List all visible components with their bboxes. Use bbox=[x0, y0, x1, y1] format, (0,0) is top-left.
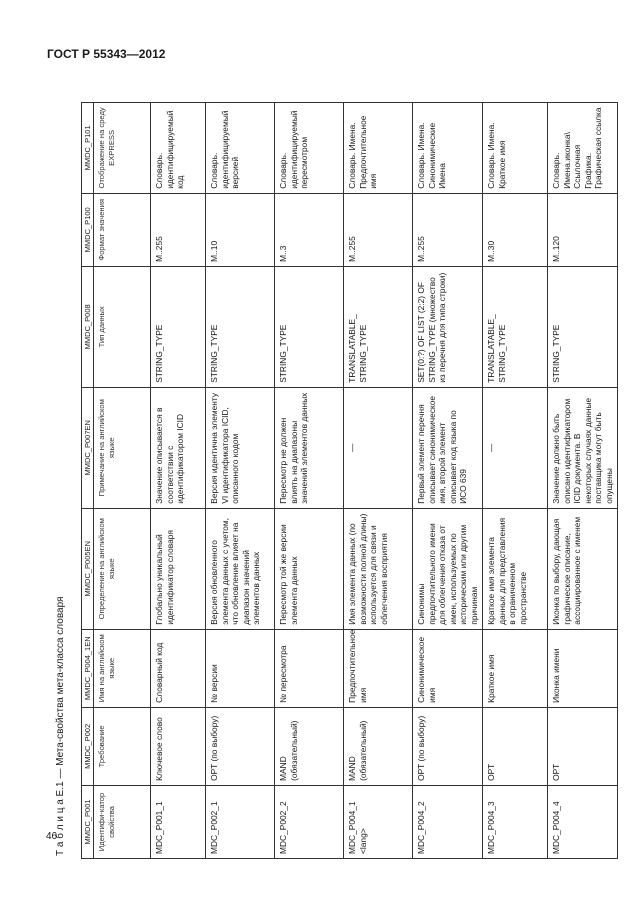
table-cell: Словарь. Имена.иконка\ Ссылочная Графика. Графическая ссылка bbox=[548, 103, 618, 194]
table-cell: OPT (по выбору) bbox=[413, 707, 483, 785]
table-cell: Синонимическое имя bbox=[413, 629, 483, 707]
column-header: Имя на английском языке bbox=[94, 629, 151, 707]
table-cell: Значение должно быть описано идентификатором ICID документа. В некоторых случаях данные поставщика могут быть опущены bbox=[548, 387, 618, 508]
table-row bbox=[413, 103, 483, 859]
table-cell: MDC_P004_1 <lang> bbox=[344, 785, 413, 858]
table-cell: OPT bbox=[483, 707, 548, 785]
table-cell: Синонимы предпочтительного имени для облегчения отказа от имен, используемых по историческим или другим причинам bbox=[413, 508, 483, 629]
table-cell: M..10 bbox=[206, 193, 275, 266]
column-header: Требование bbox=[94, 707, 151, 785]
table-cell: Пересмотр не должен влиять на диапазоны значений элементов данных bbox=[275, 387, 344, 508]
table-cell: — bbox=[344, 387, 413, 508]
code-cell: MMDC_P101 bbox=[82, 103, 94, 194]
table-cell: Словарь. идентифицируемый код bbox=[151, 103, 206, 194]
table-cell: Ключевое слово bbox=[151, 707, 206, 785]
table-cell: Иконка по выбору, дающая графическое описание, ассоциированное с именем bbox=[548, 508, 618, 629]
table-cell: Предпочтительное имя bbox=[344, 629, 413, 707]
table-cell: Первый элемент перечня описывает синонимическое имя, второй элемент описывает код языка по ИСО 639 bbox=[413, 387, 483, 508]
table-cell: MDC_P004_4 bbox=[548, 785, 618, 858]
table-cell: MDC_P004_3 bbox=[483, 785, 548, 858]
header-row bbox=[94, 103, 151, 859]
table-cell: Версия идентична элементу VI идентификатора ICID, описанного кодом bbox=[206, 387, 275, 508]
table-cell: M..120 bbox=[548, 193, 618, 266]
table-cell: M..255 bbox=[344, 193, 413, 266]
code-cell: MMDC_P005EN bbox=[82, 508, 94, 629]
table-cell: MDC_P002_2 bbox=[275, 785, 344, 858]
column-header: Примечание на английском языке bbox=[94, 387, 151, 508]
table-cell: — bbox=[483, 387, 548, 508]
table-cell: Иконка имени bbox=[548, 629, 618, 707]
column-header: Тип данных bbox=[94, 266, 151, 387]
code-cell: MMDC_P001 bbox=[82, 785, 94, 858]
table-cell: Краткое имя элемента данных для представления в ограниченном пространстве bbox=[483, 508, 548, 629]
table-cell: № версии bbox=[206, 629, 275, 707]
column-header: Формат значения bbox=[94, 193, 151, 266]
table-cell: STRING_TYPE bbox=[548, 266, 618, 387]
table-cell: OPT (по выбору) bbox=[206, 707, 275, 785]
meta-properties-table bbox=[81, 102, 618, 859]
table-cell: Словарь. Имена. Синонимические Имена bbox=[413, 103, 483, 194]
table-cell: Словарь. Имена. Краткое имя bbox=[483, 103, 548, 194]
table-row bbox=[548, 103, 618, 859]
table-cell: Словарь. идентифицируемый пересмотром bbox=[275, 103, 344, 194]
table-cell: STRING_TYPE bbox=[206, 266, 275, 387]
table-caption: Т а б л и ц а Е.1 — Мета-свойства мета-класса словаря bbox=[55, 596, 66, 856]
table-cell: MDC_P002_1 bbox=[206, 785, 275, 858]
document-header: ГОСТ Р 55343—2012 bbox=[47, 47, 166, 61]
table-row bbox=[206, 103, 275, 859]
table-cell: Версия обновленного элемента данных с учетом, что обновление влияет на диапазон значений элементов данных bbox=[206, 508, 275, 629]
table-cell: MAND (обязательный) bbox=[344, 707, 413, 785]
table-row bbox=[344, 103, 413, 859]
table-cell: Словарь. идентифицируемый версией bbox=[206, 103, 275, 194]
table-cell: Словарь. Имена. Предпочтительное имя bbox=[344, 103, 413, 194]
table-cell: № пересмотра bbox=[275, 629, 344, 707]
table-row bbox=[151, 103, 206, 859]
table-row bbox=[275, 103, 344, 859]
column-header: Идентифи-катор свойства bbox=[94, 785, 151, 858]
table-cell: STRING_TYPE bbox=[151, 266, 206, 387]
table-cell: Имя элемента данных (по возможности полной длины) используется для связи и облегчения восприятия bbox=[344, 508, 413, 629]
table-cell: MAND (обязательный) bbox=[275, 707, 344, 785]
code-cell: MMDC_P007EN bbox=[82, 387, 94, 508]
table-cell: M..255 bbox=[151, 193, 206, 266]
column-header: Определение на английском языке bbox=[94, 508, 151, 629]
table-cell: Пересмотр той же версии элемента данных bbox=[275, 508, 344, 629]
table-cell: M..255 bbox=[413, 193, 483, 266]
table-cell: MDC_P001_1 bbox=[151, 785, 206, 858]
code-row bbox=[82, 103, 94, 859]
table-cell: M..30 bbox=[483, 193, 548, 266]
column-header: Отображение на среду EXPRESS bbox=[94, 103, 151, 194]
code-cell: MMDC_P002 bbox=[82, 707, 94, 785]
table-row bbox=[483, 103, 548, 859]
page-number: 46 bbox=[46, 831, 58, 842]
table-cell: STRING_TYPE bbox=[275, 266, 344, 387]
table-cell: Глобально уникальный идентификатор словаря bbox=[151, 508, 206, 629]
table-cell: MDC_P004_2 bbox=[413, 785, 483, 858]
table-cell: Краткое имя bbox=[483, 629, 548, 707]
code-cell: MMDC_P100 bbox=[82, 193, 94, 266]
table-cell: Словарный код bbox=[151, 629, 206, 707]
table-cell: OPT bbox=[548, 707, 618, 785]
code-cell: MMDC_P004_1EN bbox=[82, 629, 94, 707]
table-cell: TRANSLATABLE_ STRING_TYPE bbox=[344, 266, 413, 387]
table-cell: M..3 bbox=[275, 193, 344, 266]
table-cell: TRANSLATABLE_ STRING_TYPE bbox=[483, 266, 548, 387]
code-cell: MMDC_P008 bbox=[82, 266, 94, 387]
table-cell: SET(0:?) OF LIST (2:2) OF STRING_TYPE (множество из перечня для типа строки) bbox=[413, 266, 483, 387]
table-cell: Значение описывается в соответствии с идентификатором ICID bbox=[151, 387, 206, 508]
